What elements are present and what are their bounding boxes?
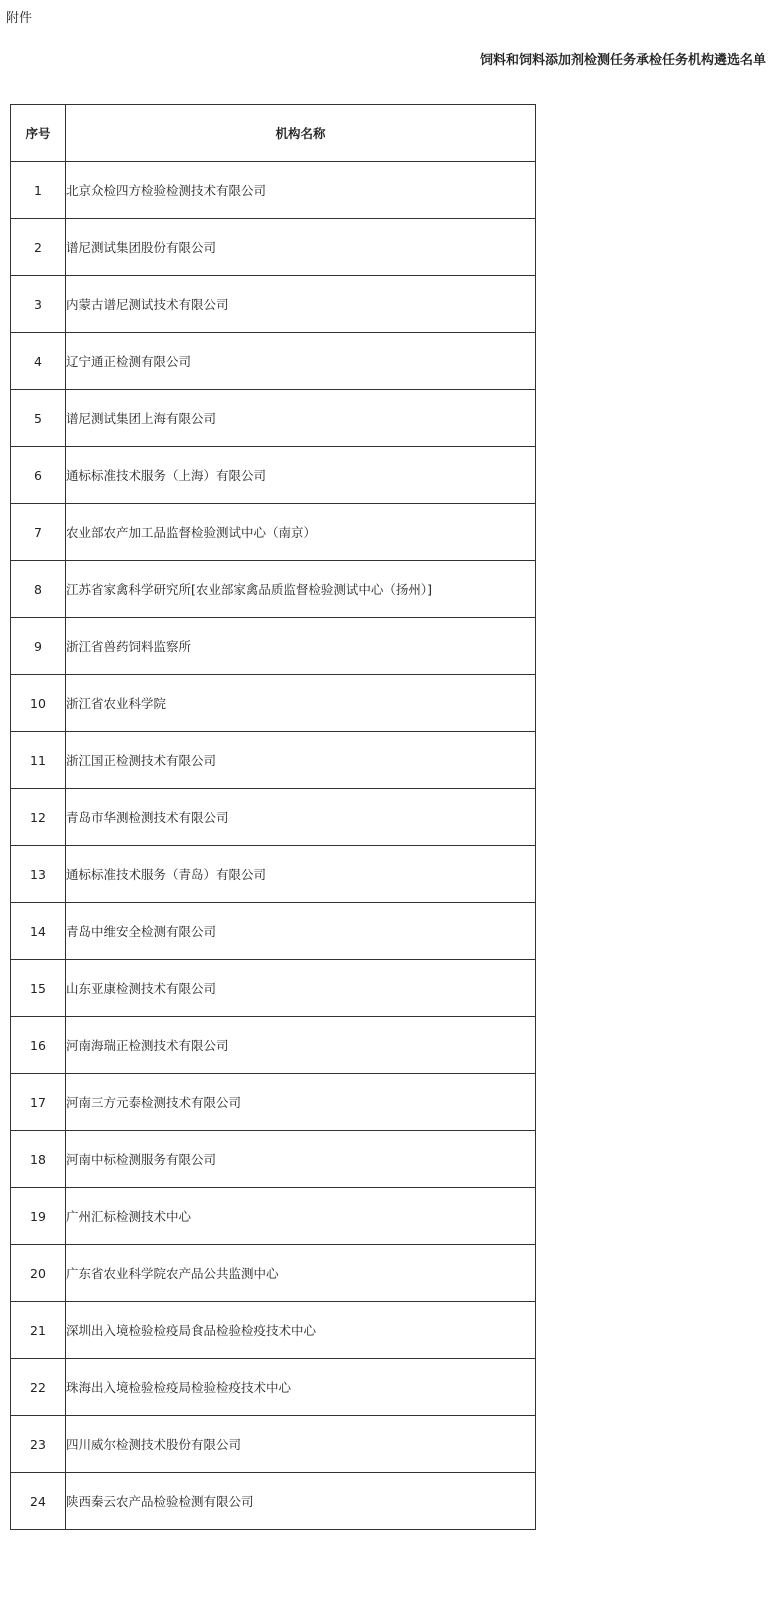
attachment-label: 附件 xyxy=(6,11,33,26)
table-row xyxy=(11,846,536,903)
row-index: 11 xyxy=(11,732,66,789)
institution-name: 内蒙古谱尼测试技术有限公司 xyxy=(66,276,536,333)
institution-name: 河南中标检测服务有限公司 xyxy=(66,1131,536,1188)
institution-name: 浙江省农业科学院 xyxy=(66,675,536,732)
row-index: 10 xyxy=(11,675,66,732)
institution-name: 谱尼测试集团上海有限公司 xyxy=(66,390,536,447)
institution-name: 谱尼测试集团股份有限公司 xyxy=(66,219,536,276)
row-index: 14 xyxy=(11,903,66,960)
institution-name: 青岛中维安全检测有限公司 xyxy=(66,903,536,960)
institution-name: 青岛市华测检测技术有限公司 xyxy=(66,789,536,846)
row-index: 1 xyxy=(11,162,66,219)
table-row xyxy=(11,1245,536,1302)
row-index: 5 xyxy=(11,390,66,447)
institution-name: 山东亚康检测技术有限公司 xyxy=(66,960,536,1017)
table-row xyxy=(11,504,536,561)
table-row xyxy=(11,219,536,276)
row-index: 13 xyxy=(11,846,66,903)
document-title: 饲料和饲料添加剂检测任务承检任务机构遴选名单 xyxy=(479,53,766,68)
institution-name: 北京众检四方检验检测技术有限公司 xyxy=(66,162,536,219)
name-column-header: 机构名称 xyxy=(66,105,536,162)
table-row xyxy=(11,732,536,789)
institution-table xyxy=(10,104,536,1530)
table-row xyxy=(11,1359,536,1416)
table-row xyxy=(11,1131,536,1188)
table-header-row xyxy=(11,105,536,162)
table-row xyxy=(11,789,536,846)
institution-name: 河南海瑞正检测技术有限公司 xyxy=(66,1017,536,1074)
index-column-header: 序号 xyxy=(11,105,66,162)
table-row xyxy=(11,1188,536,1245)
row-index: 24 xyxy=(11,1473,66,1530)
table-row xyxy=(11,960,536,1017)
row-index: 16 xyxy=(11,1017,66,1074)
table-row xyxy=(11,390,536,447)
institution-name: 深圳出入境检验检疫局食品检验检疫技术中心 xyxy=(66,1302,536,1359)
table-row xyxy=(11,1416,536,1473)
row-index: 21 xyxy=(11,1302,66,1359)
institution-name: 浙江省兽药饲料监察所 xyxy=(66,618,536,675)
table-row xyxy=(11,561,536,618)
row-index: 23 xyxy=(11,1416,66,1473)
institution-name: 广州汇标检测技术中心 xyxy=(66,1188,536,1245)
institution-name: 广东省农业科学院农产品公共监测中心 xyxy=(66,1245,536,1302)
row-index: 12 xyxy=(11,789,66,846)
table-row xyxy=(11,1302,536,1359)
row-index: 8 xyxy=(11,561,66,618)
table-row xyxy=(11,447,536,504)
institution-name: 通标标准技术服务（青岛）有限公司 xyxy=(66,846,536,903)
institution-name: 辽宁通正检测有限公司 xyxy=(66,333,536,390)
row-index: 20 xyxy=(11,1245,66,1302)
row-index: 3 xyxy=(11,276,66,333)
table-row xyxy=(11,1473,536,1530)
row-index: 17 xyxy=(11,1074,66,1131)
institution-name: 浙江国正检测技术有限公司 xyxy=(66,732,536,789)
institution-name: 江苏省家禽科学研究所[农业部家禽品质监督检验测试中心（扬州）] xyxy=(66,561,536,618)
row-index: 7 xyxy=(11,504,66,561)
row-index: 6 xyxy=(11,447,66,504)
institution-name: 珠海出入境检验检疫局检验检疫技术中心 xyxy=(66,1359,536,1416)
table-row xyxy=(11,675,536,732)
table-row xyxy=(11,903,536,960)
row-index: 4 xyxy=(11,333,66,390)
table-row xyxy=(11,1074,536,1131)
institution-name: 四川威尔检测技术股份有限公司 xyxy=(66,1416,536,1473)
table-row xyxy=(11,618,536,675)
table-row xyxy=(11,1017,536,1074)
institution-name: 农业部农产加工品监督检验测试中心（南京） xyxy=(66,504,536,561)
row-index: 9 xyxy=(11,618,66,675)
row-index: 15 xyxy=(11,960,66,1017)
row-index: 22 xyxy=(11,1359,66,1416)
row-index: 19 xyxy=(11,1188,66,1245)
row-index: 2 xyxy=(11,219,66,276)
institution-name: 通标标准技术服务（上海）有限公司 xyxy=(66,447,536,504)
row-index: 18 xyxy=(11,1131,66,1188)
table-row xyxy=(11,276,536,333)
table-row xyxy=(11,162,536,219)
institution-name: 河南三方元泰检测技术有限公司 xyxy=(66,1074,536,1131)
table-row xyxy=(11,333,536,390)
institution-name: 陕西秦云农产品检验检测有限公司 xyxy=(66,1473,536,1530)
